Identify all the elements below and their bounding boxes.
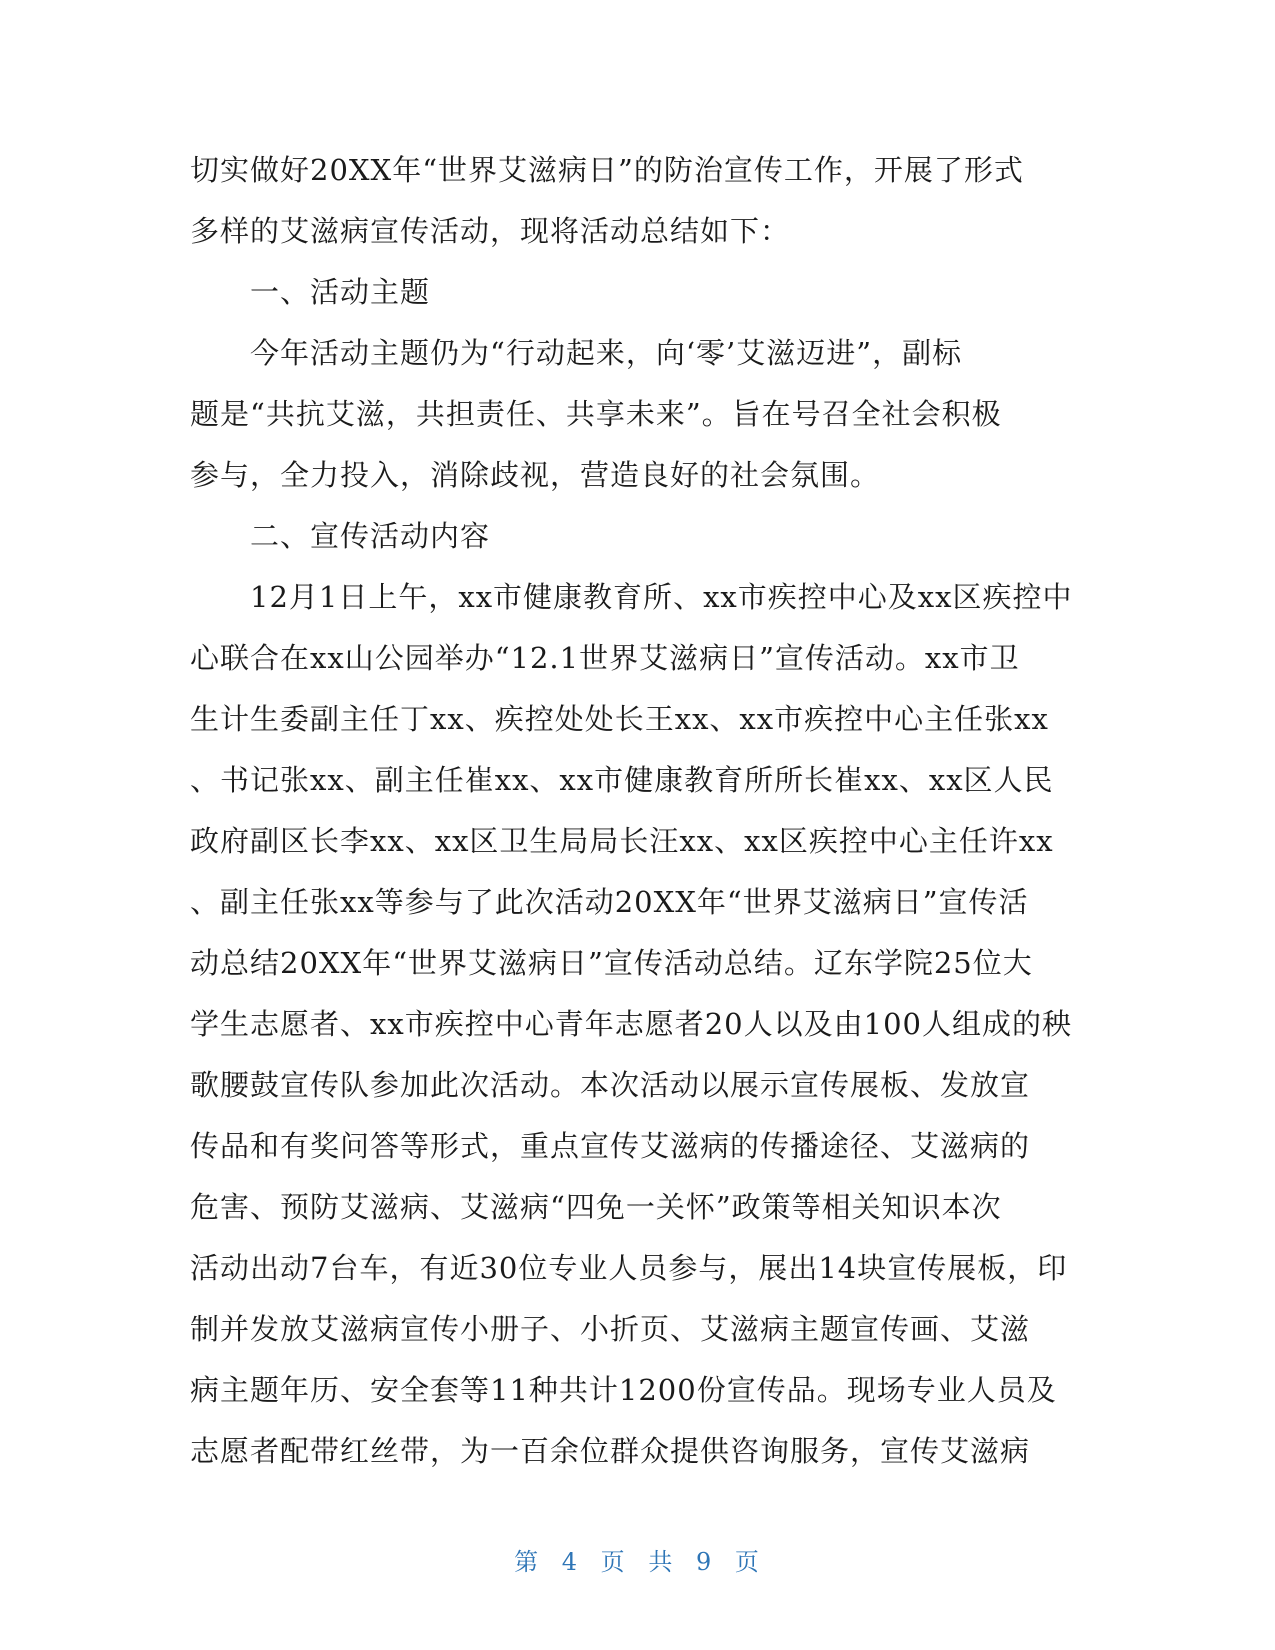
footer-total-pages: 9 — [695, 1548, 714, 1576]
footer-current-page: 4 — [561, 1548, 580, 1576]
text-line: 动总结20XX年“世界艾滋病日”宣传活动总结。辽东学院25位大 — [190, 946, 1033, 980]
footer-suffix: 页 — [734, 1548, 761, 1576]
text-line: 切实做好20XX年“世界艾滋病日”的防治宣传工作，开展了形式 — [190, 153, 1024, 187]
text-line: 心联合在xx山公园举办“12.1世界艾滋病日”宣传活动。xx市卫 — [190, 641, 1020, 675]
text-line: 志愿者配带红丝带，为一百余位群众提供咨询服务，宣传艾滋病 — [190, 1434, 1031, 1468]
text-line: 病主题年历、安全套等11种共计1200份宣传品。现场专业人员及 — [190, 1373, 1057, 1407]
section-heading: 一、活动主题 — [250, 275, 431, 309]
text-line: 今年活动主题仍为“行动起来，向‘零’艾滋迈进”，副标 — [250, 336, 963, 370]
page-footer — [0, 1542, 1275, 1577]
footer-total-word: 共 — [648, 1548, 675, 1576]
text-line: 多样的艾滋病宣传活动，现将活动总结如下： — [190, 214, 791, 248]
footer-page-word: 页 — [600, 1548, 627, 1576]
document-body — [190, 140, 1085, 1482]
text-line: 危害、预防艾滋病、艾滋病“四免一关怀”政策等相关知识本次 — [190, 1190, 1002, 1224]
text-line: 政府副区长李xx、xx区卫生局局长汪xx、xx区疾控中心主任许xx — [190, 824, 1054, 858]
text-line: 歌腰鼓宣传队参加此次活动。本次活动以展示宣传展板、发放宣 — [190, 1068, 1031, 1102]
text-line: 生计生委副主任丁xx、疾控处处长王xx、xx市疾控中心主任张xx — [190, 702, 1049, 736]
text-line: 12月1日上午，xx市健康教育所、xx市疾控中心及xx区疾控中 — [250, 580, 1073, 614]
text-line: 学生志愿者、xx市疾控中心青年志愿者20人以及由100人组成的秧 — [190, 1007, 1072, 1041]
text-line: 、副主任张xx等参与了此次活动20XX年“世界艾滋病日”宣传活 — [190, 885, 1029, 919]
text-line: 题是“共抗艾滋，共担责任、共享未来”。旨在号召全社会积极 — [190, 397, 1002, 431]
text-line: 活动出动7台车，有近30位专业人员参与，展出14块宣传展板，印 — [190, 1251, 1068, 1285]
text-line: 传品和有奖问答等形式，重点宣传艾滋病的传播途径、艾滋病的 — [190, 1129, 1031, 1163]
section-heading: 二、宣传活动内容 — [250, 519, 491, 553]
footer-prefix: 第 — [514, 1548, 541, 1576]
text-line: 参与，全力投入，消除歧视，营造良好的社会氛围。 — [190, 458, 881, 492]
text-line: 、书记张xx、副主任崔xx、xx市健康教育所所长崔xx、xx区人民 — [190, 763, 1054, 797]
text-line: 制并发放艾滋病宣传小册子、小折页、艾滋病主题宣传画、艾滋 — [190, 1312, 1031, 1346]
